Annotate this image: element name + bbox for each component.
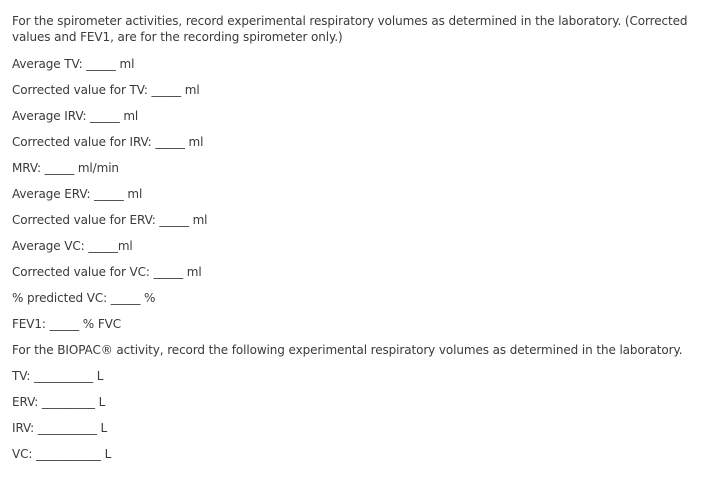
fev1-line: FEV1: _____ % FVC <box>12 317 122 331</box>
average-irv-line: Average IRV: _____ ml <box>12 109 139 123</box>
average-erv-line: Average ERV: _____ ml <box>12 187 143 201</box>
mrv-line: MRV: _____ ml/min <box>12 161 119 175</box>
worksheet <box>12 13 704 471</box>
spirometer-instructions: For the spirometer activities, record experimental respiratory volumes as determined in the laboratory. (Corrected values and FEV1, are for the recording spirometer only.) <box>12 14 688 44</box>
average-vc-line: Average VC: _____ml <box>12 239 133 253</box>
corrected-erv-line: Corrected value for ERV: _____ ml <box>12 213 208 227</box>
biopac-tv-line: TV: __________ L <box>12 369 104 383</box>
biopac-erv-line: ERV: _________ L <box>12 395 106 409</box>
biopac-vc-line: VC: ___________ L <box>12 447 112 461</box>
corrected-tv-line: Corrected value for TV: _____ ml <box>12 83 200 97</box>
predicted-vc-line: % predicted VC: _____ % <box>12 291 156 305</box>
biopac-instructions: For the BIOPAC® activity, record the following experimental respiratory volumes as determined in the laboratory. <box>12 343 683 357</box>
corrected-irv-line: Corrected value for IRV: _____ ml <box>12 135 204 149</box>
corrected-vc-line: Corrected value for VC: _____ ml <box>12 265 202 279</box>
biopac-list <box>12 367 704 471</box>
average-tv-line: Average TV: _____ ml <box>12 57 135 71</box>
biopac-irv-line: IRV: __________ L <box>12 421 108 435</box>
spirometer-list <box>12 55 704 341</box>
